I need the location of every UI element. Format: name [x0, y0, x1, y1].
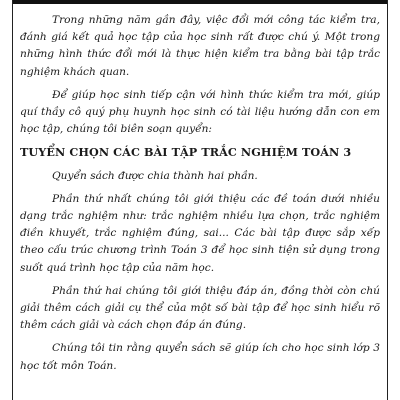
paragraph-body-2: Phần thứ nhất chúng tôi giới thiệu các đề toán dưới nhiều dạng trắc nghiệm như: trắc nghiệm nhiều lựa chọn, trắc nghiệm điền khuyết, trắc nghiệm đúng, sai... Các bài tập được sắp xếp theo cấu trúc chương trình Toán 3 để học sinh tiện sử dụng trong suốt quá trình học tập của năm học. — [20, 192, 380, 274]
preface-text — [20, 12, 380, 381]
paragraph-body-1: Quyển sách được chia thành hai phần. — [52, 169, 258, 182]
paragraph-body-3: Phần thứ hai chúng tôi giới thiệu đáp án, đồng thời còn chú giải thêm cách giải cụ thể của một số bài tập để học sinh hiểu rõ thêm cách giải và cách chọn đáp án đúng. — [20, 284, 380, 332]
paragraph-intro-2: Để giúp học sinh tiếp cận với hình thức kiểm tra mới, giúp quí thầy cô quý phụ huynh học sinh có tài liệu hướng dẫn con em học tập, chúng tôi biên soạn quyển: — [20, 88, 380, 136]
book-title: TUYỂN CHỌN CÁC BÀI TẬP TRẮC NGHIỆM TOÁN 3 — [20, 145, 352, 160]
paragraph-body-4: Chúng tôi tin rằng quyển sách sẽ giúp ích cho học sinh lớp 3 học tốt môn Toán. — [20, 342, 380, 372]
paragraph-intro-1: Trong những năm gần đây, việc đổi mới công tác kiểm tra, đánh giá kết quả học tập của học sinh rất được chú ý. Một trong những hình thức đổi mới là thực hiện kiểm tra bằng bài tập trắc nghiệm khách quan. — [20, 14, 380, 78]
